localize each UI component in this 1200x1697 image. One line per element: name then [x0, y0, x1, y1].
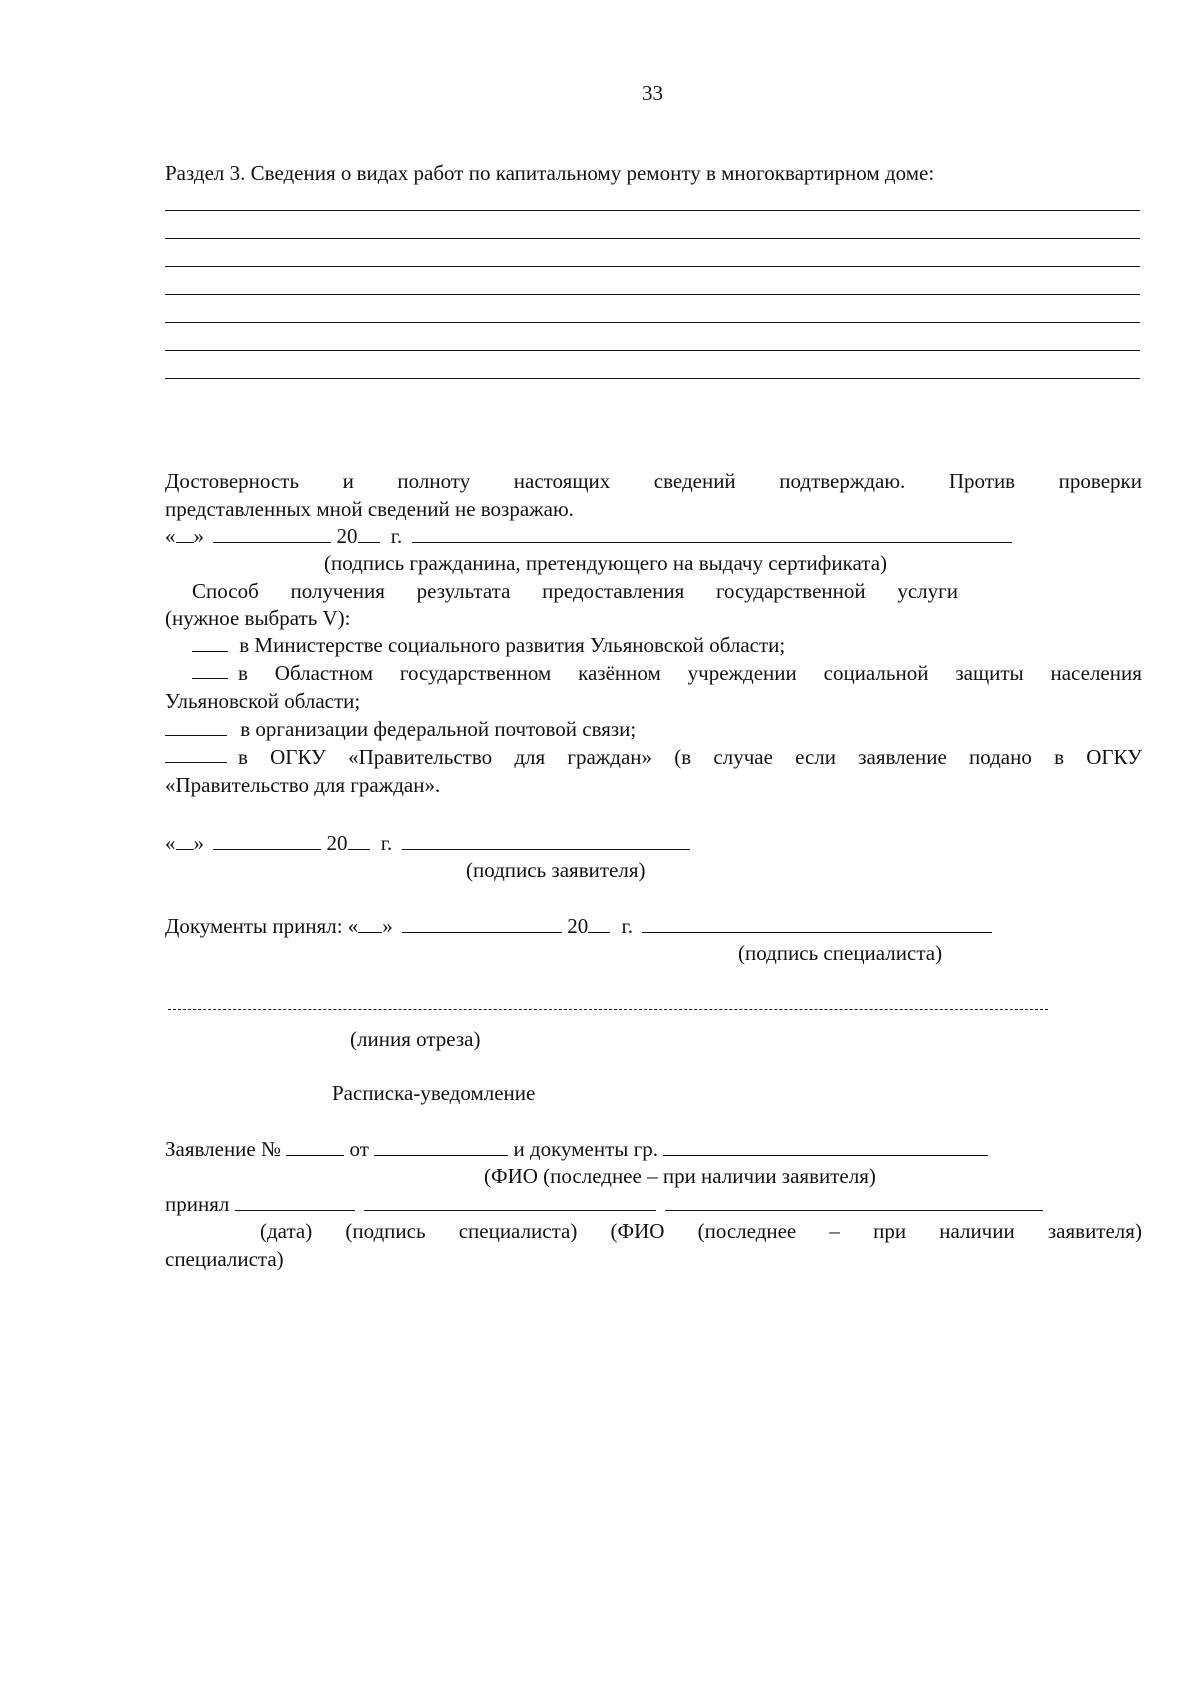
application-number-label: Заявление №	[165, 1137, 282, 1161]
documents-label: и документы гр.	[513, 1137, 658, 1161]
word: (в	[674, 745, 692, 769]
accepted-date-field[interactable]	[235, 1192, 355, 1211]
word: (дата)	[260, 1219, 313, 1243]
option-government-checkbox[interactable]	[165, 744, 227, 763]
word: Областном	[274, 661, 374, 685]
word: населения	[1050, 661, 1142, 685]
blank-rule[interactable]	[165, 350, 1140, 351]
blank-rule[interactable]	[165, 266, 1140, 267]
year-prefix: 20	[567, 914, 589, 938]
word: проверки	[1058, 469, 1142, 493]
word: социальной	[823, 661, 929, 685]
word: наличии	[939, 1219, 1015, 1243]
year-prefix: 20	[336, 524, 358, 548]
option-government-line-2: «Правительство для граждан».	[165, 773, 441, 797]
year-suffix: г.	[621, 914, 634, 938]
accepted-fio-field[interactable]	[665, 1192, 1043, 1211]
blank-rule[interactable]	[165, 210, 1140, 211]
word: подтверждаю.	[779, 469, 906, 493]
word: в	[238, 745, 248, 769]
word: заявителя)	[1047, 1219, 1142, 1243]
year-suffix: г.	[390, 524, 403, 548]
word: в	[238, 661, 248, 685]
quote-close: »	[193, 524, 204, 548]
application-number-field[interactable]	[286, 1137, 344, 1156]
option-government-line-1	[238, 744, 1142, 770]
word: результата	[416, 579, 511, 603]
month-field[interactable]	[213, 524, 331, 543]
specialist-signature-field[interactable]	[642, 914, 992, 933]
receipt-application-row	[165, 1136, 988, 1162]
blank-rule[interactable]	[165, 378, 1140, 379]
year-field[interactable]	[348, 831, 370, 850]
receipt-title: Расписка-уведомление	[332, 1081, 536, 1105]
word: учреждении	[687, 661, 797, 685]
applicant-signature-caption: (подпись заявителя)	[466, 858, 646, 882]
option-institution-line-2: Ульяновской области;	[165, 689, 361, 713]
word: для	[514, 745, 546, 769]
cut-line	[168, 1009, 1048, 1010]
method-line-1	[192, 578, 958, 604]
word: Способ	[192, 579, 259, 603]
page-number: 33	[642, 81, 663, 105]
word: ОГКУ	[1086, 745, 1142, 769]
word: при	[873, 1219, 907, 1243]
option-ministry-checkbox[interactable]	[192, 633, 228, 652]
word: защиты	[955, 661, 1024, 685]
word: сведений	[653, 469, 736, 493]
year-field[interactable]	[588, 914, 610, 933]
quote-open: «	[165, 524, 176, 548]
citizen-signature-field[interactable]	[412, 524, 1012, 543]
word: Достоверность	[165, 469, 300, 493]
blank-rule[interactable]	[165, 322, 1140, 323]
method-line-2: (нужное выбрать V):	[165, 606, 351, 630]
month-field[interactable]	[213, 831, 321, 850]
month-field[interactable]	[402, 914, 562, 933]
word: подано	[968, 745, 1032, 769]
day-field[interactable]	[176, 831, 194, 850]
word: (ФИО	[610, 1219, 665, 1243]
year-suffix: г.	[380, 831, 393, 855]
blank-rule[interactable]	[165, 294, 1140, 295]
receipt-accepted-row	[165, 1191, 1043, 1217]
word: (подпись	[345, 1219, 426, 1243]
word: услуги	[897, 579, 958, 603]
option-post	[165, 716, 636, 742]
year-field[interactable]	[358, 524, 380, 543]
application-date-field[interactable]	[374, 1137, 508, 1156]
applicant-date-row	[165, 830, 690, 856]
word: специалиста)	[458, 1219, 578, 1243]
citizen-signature-caption: (подпись гражданина, претендующего на выдачу сертификата)	[324, 551, 888, 575]
receipt-captions-line-1	[260, 1218, 1142, 1244]
word: полноту	[397, 469, 471, 493]
option-ministry-label: в Министерстве социального развития Ульяновской области;	[239, 633, 786, 657]
word: государственной	[715, 579, 866, 603]
quote-close: »	[193, 831, 204, 855]
accepted-label: принял	[165, 1192, 230, 1216]
specialist-signature-caption: (подпись специалиста)	[738, 941, 943, 965]
confirmation-line-1	[165, 468, 1142, 494]
section-title: Раздел 3. Сведения о видах работ по капитальному ремонту в многоквартирном доме:	[165, 161, 935, 185]
option-post-checkbox[interactable]	[165, 717, 227, 736]
word: казённом	[578, 661, 661, 685]
word: граждан»	[567, 745, 653, 769]
from-label: от	[349, 1137, 369, 1161]
accepted-signature-field[interactable]	[364, 1192, 656, 1211]
word: в	[1054, 745, 1065, 769]
word: случае	[713, 745, 773, 769]
option-post-label: в организации федеральной почтовой связи;	[240, 717, 637, 741]
word: «Правительство	[348, 745, 493, 769]
quote-close: »	[382, 914, 393, 938]
receipt-fio-caption: (ФИО (последнее – при наличии заявителя)	[484, 1164, 876, 1188]
documents-received-label: Документы принял: «	[165, 914, 359, 938]
day-field[interactable]	[358, 914, 382, 933]
word: Против	[948, 469, 1016, 493]
confirmation-line-2: представленных мной сведений не возражаю.	[165, 497, 574, 521]
applicant-signature-field[interactable]	[402, 831, 690, 850]
word: (последнее	[697, 1219, 797, 1243]
word: получения	[290, 579, 385, 603]
word: настоящих	[513, 469, 611, 493]
documents-received-row	[165, 913, 992, 939]
cut-line-caption: (линия отреза)	[350, 1027, 481, 1051]
word: предоставления	[542, 579, 685, 603]
word: ОГКУ	[270, 745, 326, 769]
word: и	[342, 469, 354, 493]
option-ministry	[192, 632, 785, 658]
word: если	[795, 745, 837, 769]
option-institution-line-1	[238, 660, 1142, 686]
receipt-captions-line-2: специалиста)	[165, 1247, 284, 1271]
quote-open: «	[165, 831, 176, 855]
blank-rule[interactable]	[165, 238, 1140, 239]
word: –	[829, 1219, 840, 1243]
word: государственном	[399, 661, 552, 685]
option-institution-checkbox[interactable]	[192, 660, 228, 679]
day-field[interactable]	[176, 524, 194, 543]
confirmation-date-row	[165, 523, 1012, 549]
year-prefix: 20	[326, 831, 348, 855]
citizen-fio-field[interactable]	[663, 1137, 988, 1156]
word: заявление	[858, 745, 947, 769]
